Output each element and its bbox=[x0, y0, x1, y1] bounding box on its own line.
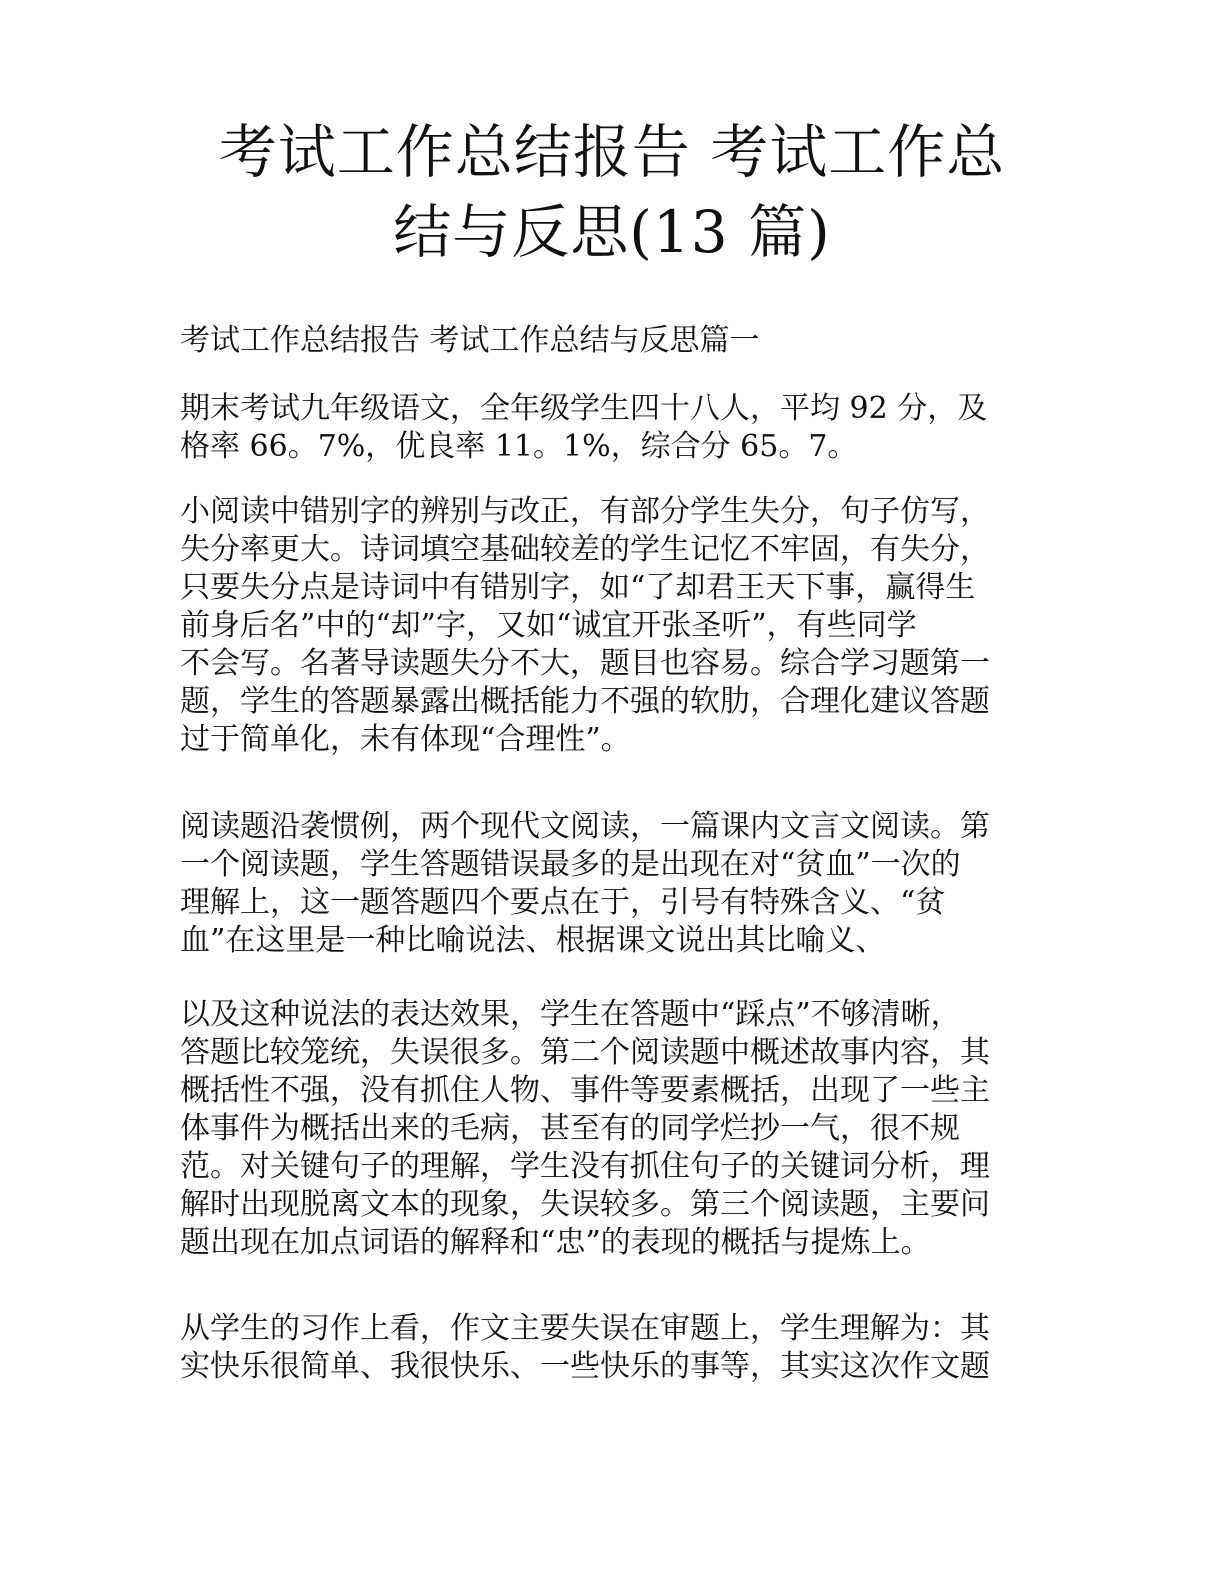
paragraph-reading-1 bbox=[180, 808, 1040, 960]
title-line: 考试工作总结报告 考试工作总 bbox=[218, 118, 1006, 186]
text-line: 解时出现脱离文本的现象，失误较多。第三个阅读题，主要问 bbox=[180, 1187, 990, 1222]
text-line: 格率 66。7%，优良率 11。1%，综合分 65。7。 bbox=[180, 429, 858, 464]
text-line: 不会写。名著导读题失分不大，题目也容易。综合学习题第一 bbox=[180, 646, 990, 681]
text-line: 血”在这里是一种比喻说法、根据课文说出其比喻义、 bbox=[180, 923, 886, 958]
title-line: 结与反思(13 篇) bbox=[393, 198, 831, 266]
text-line: 只要失分点是诗词中有错别字，如“了却君王天下事，赢得生 bbox=[180, 570, 976, 605]
paragraph-writing bbox=[180, 1310, 1040, 1386]
paragraph-scores bbox=[180, 390, 1040, 466]
text-line: 体事件为概括出来的毛病，甚至有的同学烂抄一气，很不规 bbox=[180, 1111, 960, 1146]
text-line: 范。对关键句子的理解，学生没有抓住句子的关键词分析，理 bbox=[180, 1149, 990, 1184]
text-line: 答题比较笼统，失误很多。第二个阅读题中概述故事内容，其 bbox=[180, 1035, 990, 1070]
section-heading: 考试工作总结报告 考试工作总结与反思篇一 bbox=[180, 323, 760, 358]
text-line: 小阅读中错别字的辨别与改正，有部分学生失分，句子仿写， bbox=[180, 494, 990, 529]
text-line: 以及这种说法的表达效果，学生在答题中“踩点”不够清晰， bbox=[180, 997, 961, 1032]
text-line: 理解上，这一题答题四个要点在于，引号有特殊含义、“贫 bbox=[180, 885, 946, 920]
text-line: 题，学生的答题暴露出概括能力不强的软肋，合理化建议答题 bbox=[180, 684, 990, 719]
paragraph-basics bbox=[180, 493, 1040, 759]
document-title bbox=[150, 112, 1074, 272]
text-line: 实快乐很简单、我很快乐、一些快乐的事等，其实这次作文题 bbox=[180, 1349, 990, 1384]
text-line: 概括性不强，没有抓住人物、事件等要素概括，出现了一些主 bbox=[180, 1073, 990, 1108]
text-line: 阅读题沿袭惯例，两个现代文阅读，一篇课内文言文阅读。第 bbox=[180, 809, 990, 844]
text-line: 失分率更大。诗词填空基础较差的学生记忆不牢固，有失分， bbox=[180, 532, 990, 567]
text-line: 前身后名”中的“却”字，又如“诚宜开张圣听”，有些同学 bbox=[180, 608, 917, 643]
paragraph-reading-2 bbox=[180, 996, 1040, 1262]
text-line: 从学生的习作上看，作文主要失误在审题上，学生理解为：其 bbox=[180, 1311, 990, 1346]
text-line: 题出现在加点词语的解释和“忠”的表现的概括与提炼上。 bbox=[180, 1225, 931, 1260]
text-line: 期末考试九年级语文，全年级学生四十八人，平均 92 分，及 bbox=[180, 391, 988, 426]
text-line: 过于简单化，未有体现“合理性”。 bbox=[180, 722, 631, 757]
text-line: 一个阅读题，学生答题错误最多的是出现在对“贫血”一次的 bbox=[180, 847, 961, 882]
